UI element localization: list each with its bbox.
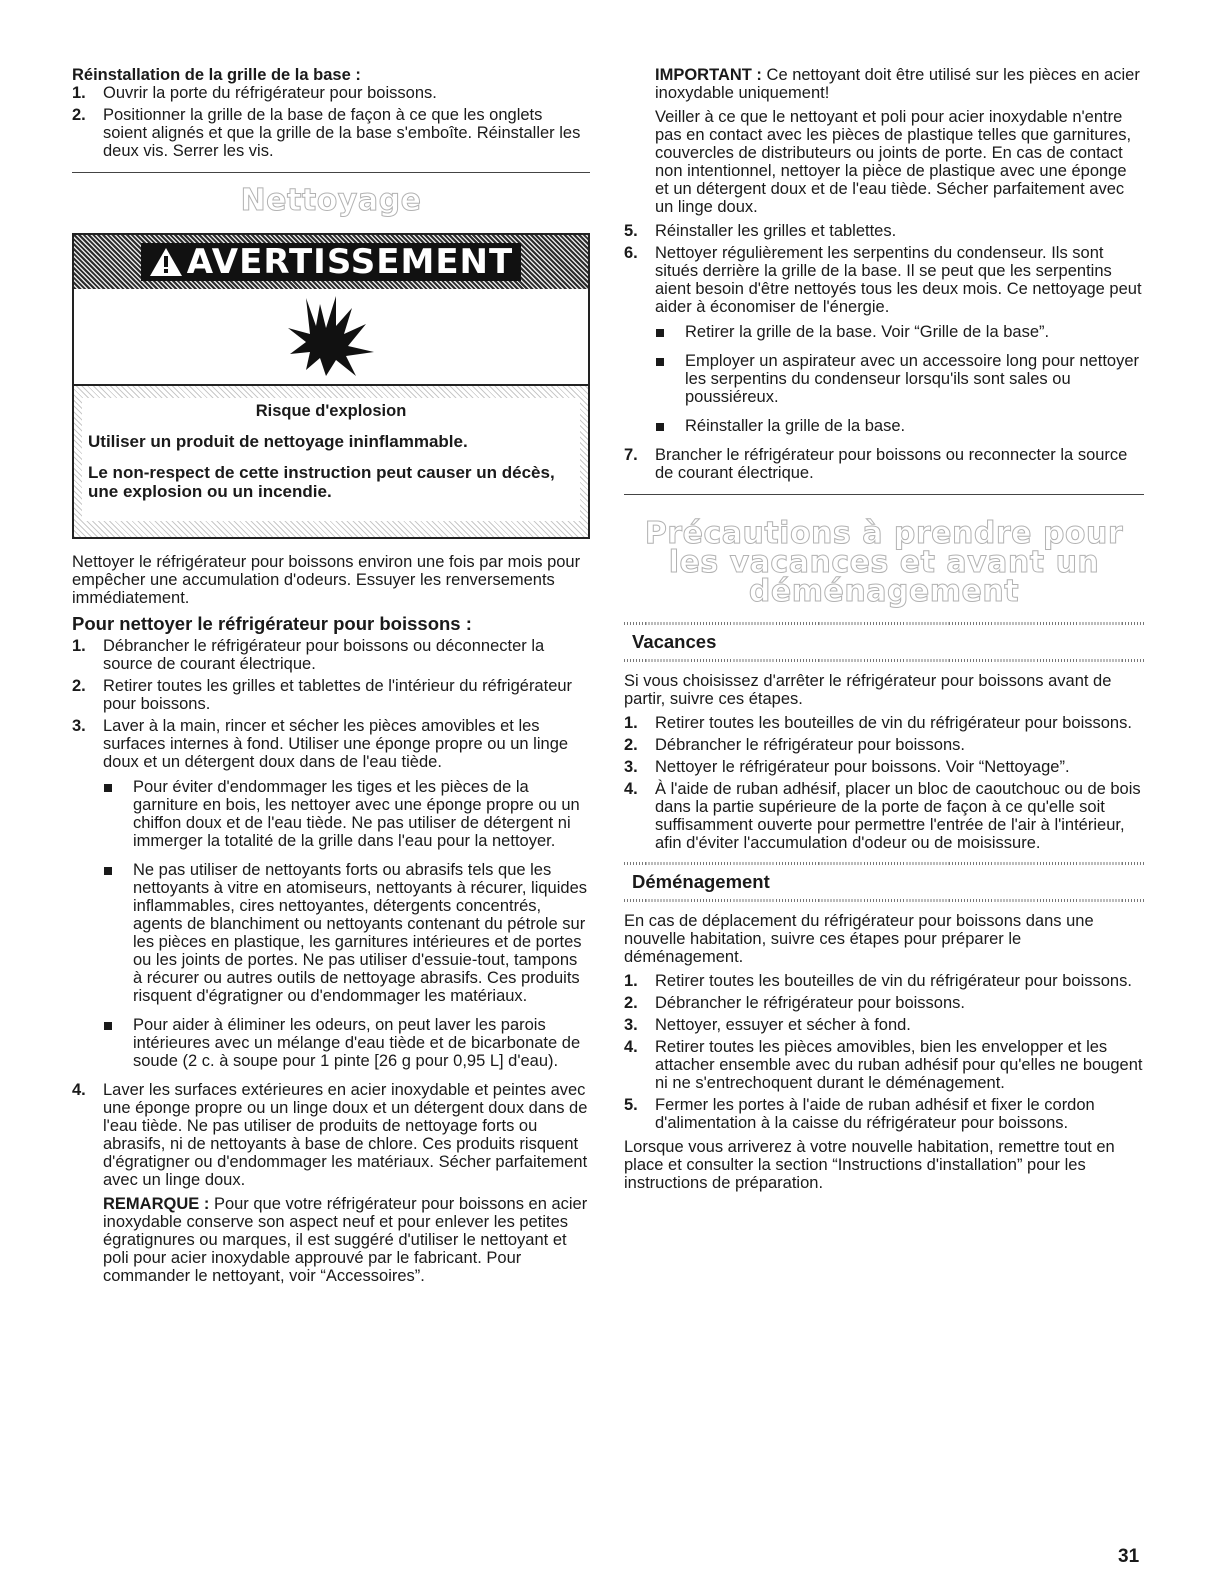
warning-line-1: Utiliser un produit de nettoyage ininflammable.: [88, 432, 468, 451]
demenagement-intro: En cas de déplacement du réfrigérateur pour boissons dans une nouvelle habitation, suivre ces étapes pour préparer le déménagement.: [624, 912, 1094, 966]
warning-box: [72, 233, 590, 539]
list-item: 2. Débrancher le réfrigérateur pour boissons.: [624, 994, 965, 1012]
list-item: 2. Positionner la grille de la base de façon à ce que les onglets soient alignés et que la grille de la base s'emboîte. Réinstaller les deux vis. Serrer les vis.: [72, 106, 581, 160]
warning-line-2: Le non-respect de cette instruction peut causer un décès, une explosion ou un incendie.: [88, 463, 555, 501]
list-item: 1. Retirer toutes les bouteilles de vin du réfrigérateur pour boissons.: [624, 972, 1132, 990]
remarque-note: REMARQUE : Pour que votre réfrigérateur pour boissons en acier inoxydable conserve son aspect neuf et pour enlever les petites égratignures ou marques, il est suggéré d'utiliser le nettoyant et poli pour acier inoxydable approuvé par le fabricant. Pour commander le nettoyant, voir “Accessoires”.: [103, 1195, 588, 1285]
reinstall-heading: Réinstallation de la grille de la base :: [72, 66, 361, 84]
list-item: 4. À l'aide de ruban adhésif, placer un bloc de caoutchouc ou de bois dans la partie supérieure de la porte de façon à ce qu'elle soit suffisamment ouverte pour permettre l'entrée de l'air à l'intérieur, afin d'éviter l'accumulation d'odeur ou de moisissure.: [624, 780, 1141, 852]
list-item: 3. Nettoyer, essuyer et sécher à fond.: [624, 1016, 911, 1034]
clean-heading: Pour nettoyer le réfrigérateur pour boissons :: [72, 613, 472, 634]
list-item: 2. Retirer toutes les grilles et tablettes de l'intérieur du réfrigérateur pour boissons.: [72, 677, 573, 713]
list-item: 5. Fermer les portes à l'aide de ruban adhésif et fixer le cordon d'alimentation à la caisse du réfrigérateur pour boissons.: [624, 1096, 1095, 1132]
page-number: 31: [1118, 1546, 1140, 1567]
bullet-item: Employer un aspirateur avec un accessoire long pour nettoyer les serpentins du condenseur lorsqu'ils sont sales ou poussiéreux.: [655, 352, 1144, 406]
clean-steps-continued: [624, 222, 1144, 482]
step3-bullets: [103, 778, 590, 1070]
left-column: [72, 66, 590, 1291]
list-item: 5. Réinstaller les grilles et tablettes.: [624, 222, 897, 240]
important-note: IMPORTANT : Ce nettoyant doit être utilisé sur les pièces en acier inoxydable uniquement!: [655, 66, 1140, 102]
list-item: 4. Retirer toutes les pièces amovibles, bien les envelopper et les attacher ensemble avec du ruban adhésif pour qu'elles ne bougent ni ne s'entrechoquent durant le déménagement.: [624, 1038, 1143, 1092]
bullet-item: Pour aider à éliminer les odeurs, on peut laver les parois intérieures avec un mélange d'eau tiède et de bicarbonate de soude (2 c. à soupe pour 1 pinte [26 g pour 0,95 L] d'eau).: [103, 1016, 590, 1070]
list-item: 1. Ouvrir la porte du réfrigérateur pour boissons.: [72, 84, 437, 102]
list-item: 7. Brancher le réfrigérateur pour boissons ou reconnecter la source de courant électrique.: [624, 446, 1128, 482]
list-item: 4. Laver les surfaces extérieures en acier inoxydable et peintes avec une éponge propre ou un linge doux et un détergent doux dans de l'eau tiède. Ne pas utiliser de produits de nettoyage forts ou abrasifs, ni de nettoyants à base de chlore. Ces produits risquent d'égratigner ou d'endommager les matériaux. Sécher parfaitement avec un linge doux. REMARQUE : Pour que votre réfrigérateur pour boissons en acier inoxydable conserve son aspect neuf et pour enlever les petites égratignures ou marques, il est suggéré d'utiliser le nettoyant et poli pour acier inoxydable approuvé par le fabricant. Pour commander le nettoyant, voir “Accessoires”.: [72, 1081, 590, 1285]
divider: [72, 172, 590, 173]
list-item: 1. Débrancher le réfrigérateur pour boissons ou déconnecter la source de courant électrique.: [72, 637, 545, 673]
right-column: [624, 66, 1144, 1198]
bullet-item: Pour éviter d'endommager les tiges et les pièces de la garniture en bois, les nettoyer avec une éponge propre ou un chiffon doux et de l'eau tiède. Ne pas utiliser de détergent ni immerger la totalité de la grille dans l'eau pour la nettoyer.: [103, 778, 590, 850]
clean-intro: Nettoyer le réfrigérateur pour boissons environ une fois par mois pour empêcher une accumulation d'odeurs. Essuyer les renversements immédiatement.: [72, 553, 581, 607]
list-item: 3. Laver à la main, rincer et sécher les pièces amovibles et les surfaces internes à fond. Utiliser une éponge propre ou un linge doux et un détergent doux dans de l'eau tiède. Pour éviter d'endommager les tiges et les pièces de la garniture en bois, les nettoyer avec une éponge propre ou un chiffon doux et de l'eau tiède. Ne pas utiliser de détergent ni immerger la totalité de la grille dans l'eau pour la nettoyer. Ne pas utiliser de nettoyants forts ou abrasifs tels que les nettoyants à vitre en atomiseurs, nettoyants à récurer, liquides inflammables, cires nettoyantes, détergents concentrés, agents de blanchiment ou nettoyants contenant du pétrole sur les pièces en plastique, les garnitures intérieures et de portes ou les joints de portes. Ne pas utiliser d'essuie-tout, tampons à récurer ou autres outils de nettoyage abrasifs. Ces produits risquent d'égratigner ou d'endommager les matériaux. Pour aider à éliminer les odeurs, on peut laver les parois intérieures avec un mélange d'eau tiède et de bicarbonate de soude (2 c. à soupe pour 1 pinte [26 g pour 0,95 L] d'eau).: [72, 717, 590, 1070]
vacances-intro: Si vous choisissez d'arrêter le réfrigérateur pour boissons avant de partir, suivre ces étapes.: [624, 672, 1112, 708]
warning-header: [74, 235, 588, 289]
step6-bullets: [655, 323, 1144, 435]
vacances-steps: [624, 714, 1144, 852]
demenagement-steps: [624, 972, 1144, 1132]
veiller-paragraph: Veiller à ce que le nettoyant et poli pour acier inoxydable n'entre pas en contact avec les pièces de plastique telles que garnitures, couvercles de distributeurs ou joints de porte. En cas de contact non intentionnel, nettoyer la pièce de plastique avec une éponge et un détergent doux et de l'eau tiède. Sécher parfaitement avec un linge doux.: [655, 108, 1132, 216]
reinstall-steps: [72, 84, 590, 160]
warning-triangle-icon: [149, 247, 183, 277]
list-item: 6. Nettoyer régulièrement les serpentins du condenseur. Ils sont situés derrière la grille de la base. Il se peut que les serpentins aient besoin d'être nettoyés tous les deux mois. Ce nettoyage peut aider à économiser de l'énergie. Retirer la grille de la base. Voir “Grille de la base”. Employer un aspirateur avec un accessoire long pour nettoyer les serpentins du condenseur lorsqu'ils sont sales ou poussiéreux. Réinstaller la grille de la base.: [624, 244, 1144, 435]
warning-title: AVERTISSEMENT: [186, 242, 514, 282]
section-title-precautions: Précautions à prendre pour les vacances et avant un déménagement: [644, 516, 1124, 609]
section-title-nettoyage: Nettoyage: [240, 183, 422, 218]
divider: [624, 494, 1144, 495]
clean-steps: [72, 637, 590, 1285]
list-item: 3. Nettoyer le réfrigérateur pour boissons. Voir “Nettoyage”.: [624, 758, 1070, 776]
list-item: 2. Débrancher le réfrigérateur pour boissons.: [624, 736, 965, 754]
demenagement-heading: Déménagement: [632, 871, 770, 892]
bullet-item: Retirer la grille de la base. Voir “Grille de la base”.: [655, 323, 1144, 341]
vacances-heading: Vacances: [632, 631, 717, 652]
list-item: 1. Retirer toutes les bouteilles de vin du réfrigérateur pour boissons.: [624, 714, 1132, 732]
bullet-item: Ne pas utiliser de nettoyants forts ou abrasifs tels que les nettoyants à vitre en atomiseurs, nettoyants à récurer, liquides inflammables, cires nettoyantes, détergents concentrés, agents de blanchiment ou nettoyants contenant du pétrole sur les pièces en plastique, les garnitures intérieures et de portes ou les joints de portes. Ne pas utiliser d'essuie-tout, tampons à récurer ou autres outils de nettoyage abrasifs. Ces produits risquent d'égratigner ou d'endommager les matériaux.: [103, 861, 590, 1005]
warning-risk: Risque d'explosion: [255, 402, 407, 420]
explosion-icon: [286, 296, 376, 378]
demenagement-outro: Lorsque vous arriverez à votre nouvelle habitation, remettre tout en place et consulter la section “Instructions d'installation” pour les instructions de préparation.: [624, 1138, 1115, 1192]
bullet-item: Réinstaller la grille de la base.: [655, 417, 1144, 435]
